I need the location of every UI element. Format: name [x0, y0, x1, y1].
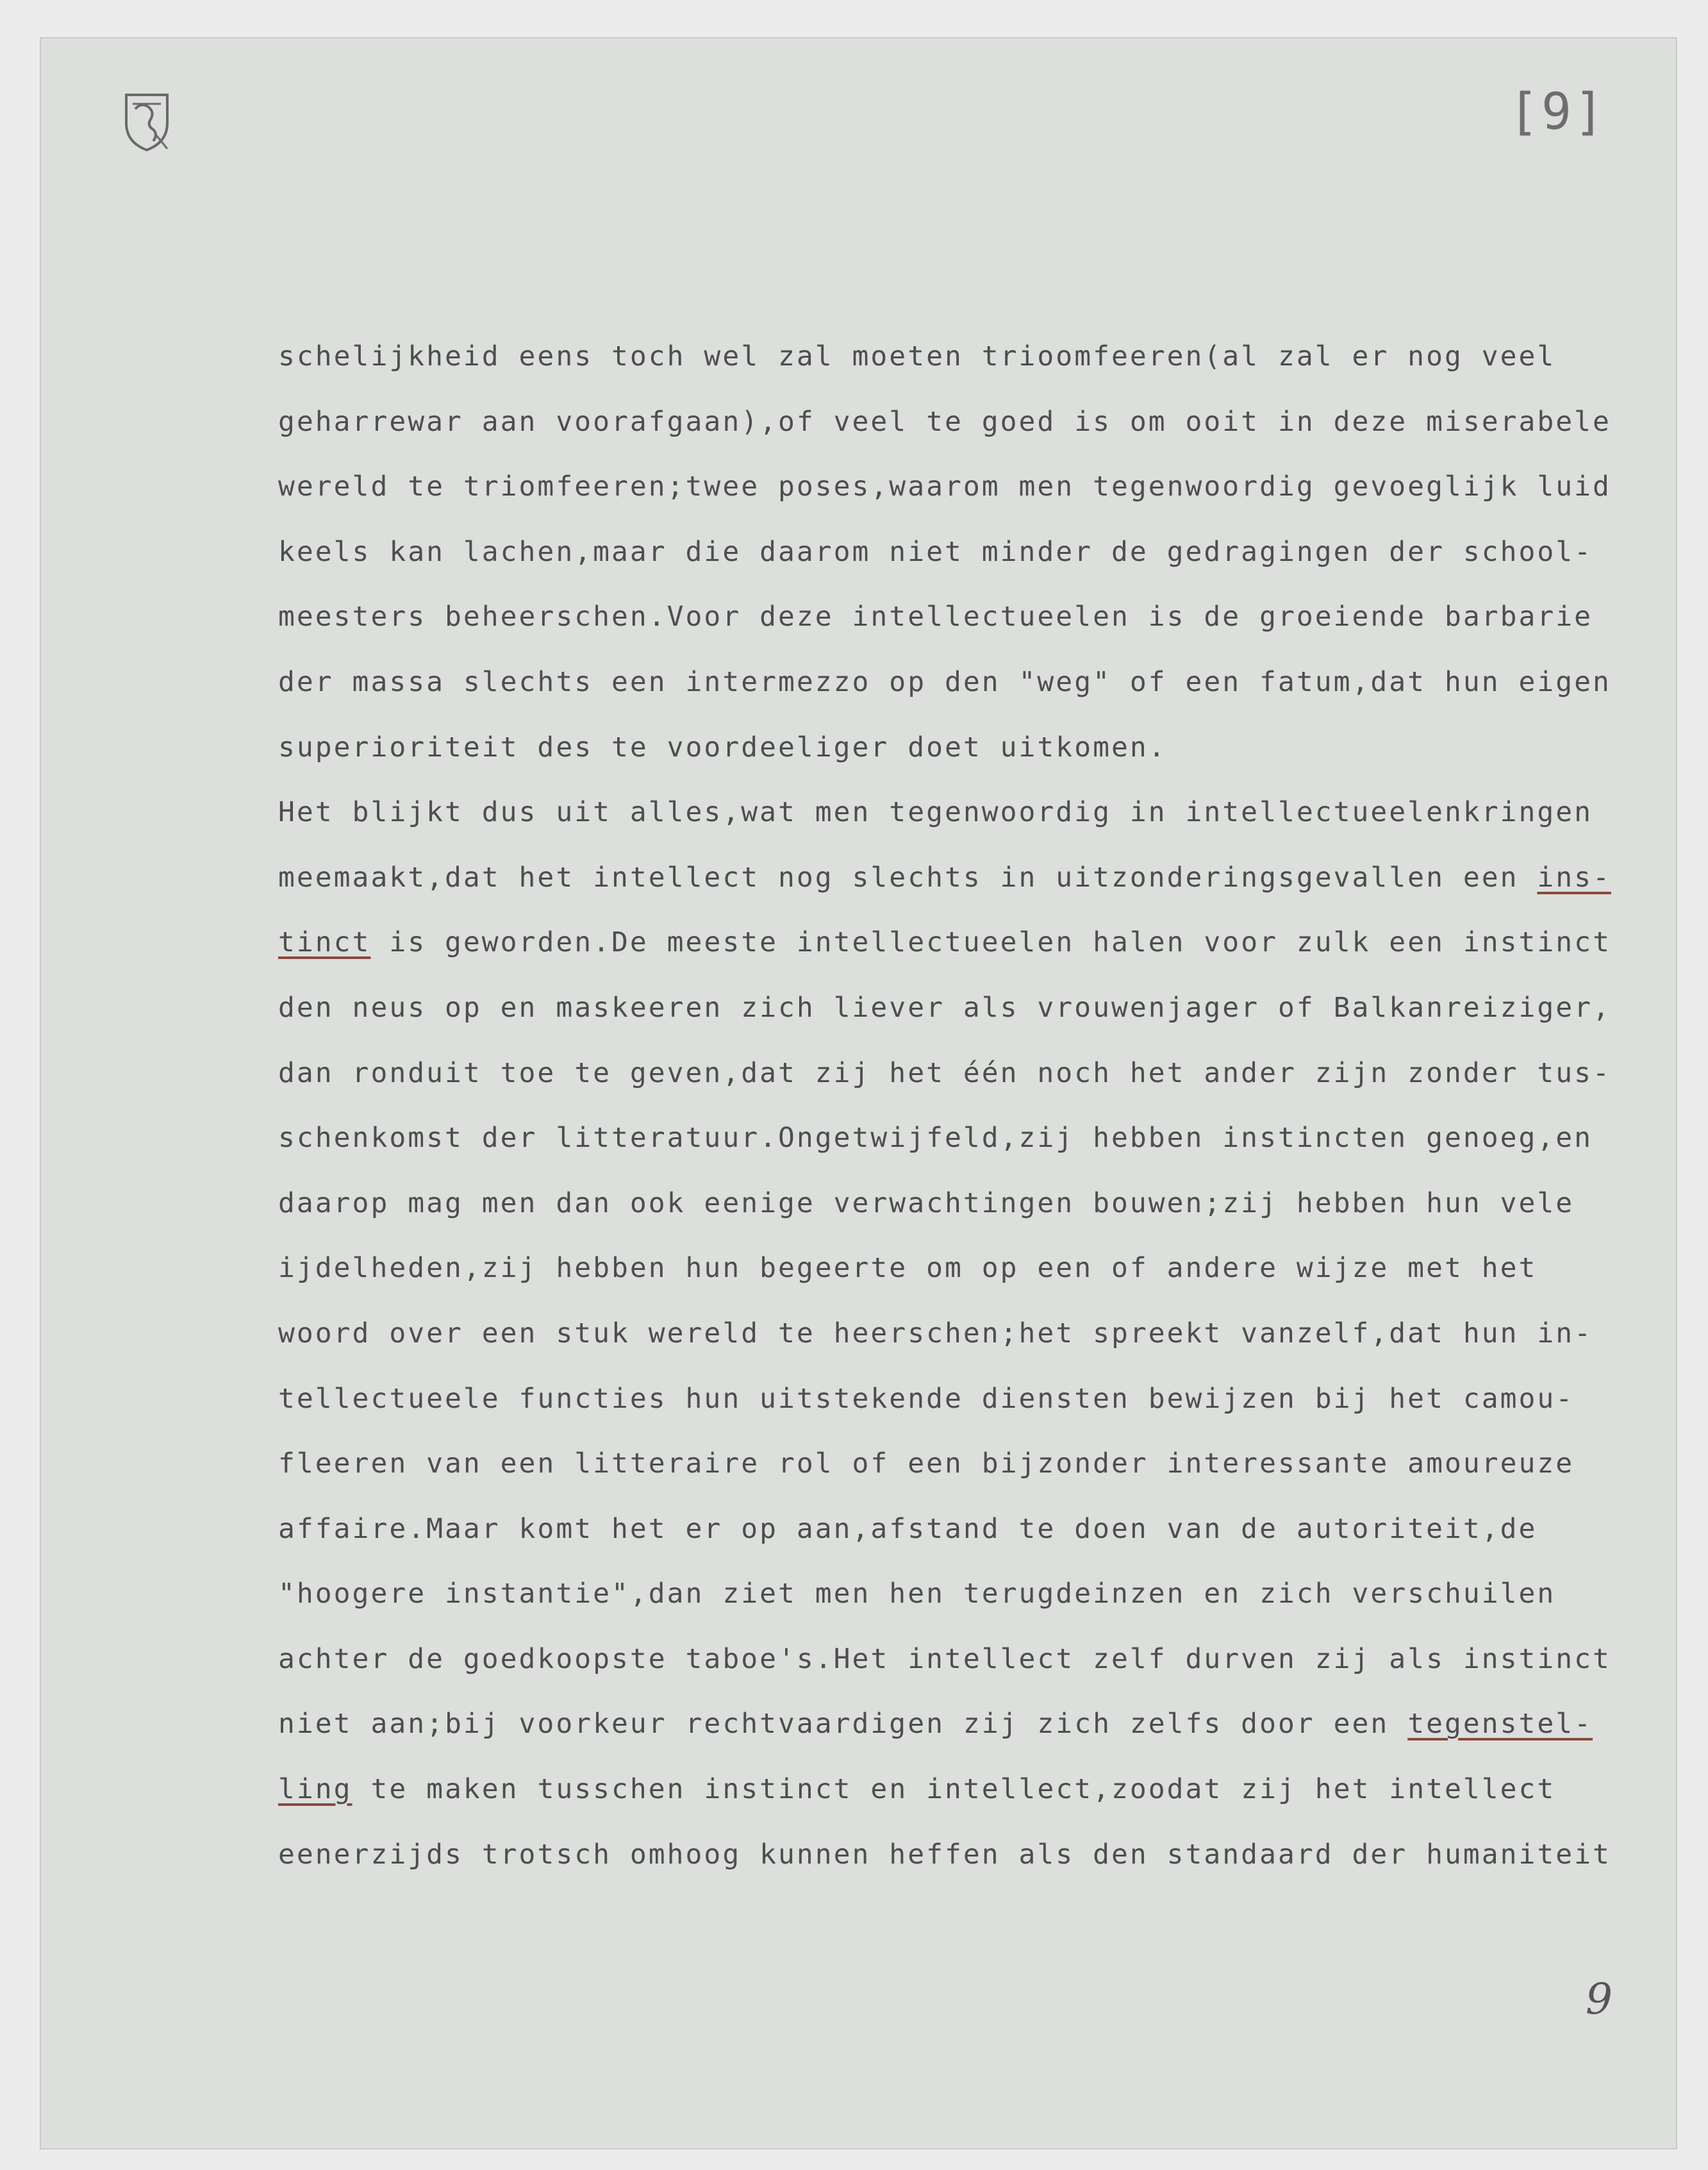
text-segment: affaire.Maar komt het er op aan,afstand te doen van de autoriteit,de — [278, 1512, 1538, 1545]
text-segment: den neus op en maskeeren zich liever als vrouwenjager of Balkanreiziger, — [278, 991, 1611, 1024]
text-segment: tellectueele functies hun uitstekende diensten bewijzen bij het camou- — [278, 1382, 1575, 1415]
text-segment: keels kan lachen,maar die daarom niet minder de gedragingen der school- — [278, 535, 1593, 568]
text-segment: is geworden.De meeste intellectueelen halen voor zulk een instinct — [370, 926, 1611, 959]
text-segment: fleeren van een litteraire rol of een bijzonder interessante amoureuze — [278, 1448, 1575, 1480]
text-line — [278, 650, 1682, 715]
underlined-word: tinct — [278, 926, 371, 959]
text-line — [278, 1757, 1682, 1823]
text-segment: te maken tusschen instinct en intellect,zoodat zij het intellect — [352, 1773, 1556, 1806]
text-segment: der massa slechts een intermezzo op den "weg" of een fatum,dat hun eigen — [278, 665, 1611, 698]
text-line — [278, 1171, 1682, 1237]
underlined-word: ling — [278, 1773, 352, 1806]
text-segment: wereld te triomfeeren;twee poses,waarom men tegenwoordig gevoeglijk luid — [278, 471, 1611, 503]
document-page — [40, 37, 1677, 2149]
text-line — [278, 1497, 1682, 1562]
text-segment: ijdelheden,zij hebben hun begeerte om op een of andere wijze met het — [278, 1252, 1538, 1285]
text-line — [278, 324, 1682, 390]
underlined-word: tegenstel- — [1407, 1708, 1593, 1740]
text-segment: "hoogere instantie",dan ziet men hen terugdeinzen en zich verschuilen — [278, 1578, 1556, 1610]
text-segment: schenkomst der litteratuur.Ongetwijfeld,zij hebben instincten genoeg,en — [278, 1122, 1593, 1155]
handwritten-page-number: 9 — [1586, 1974, 1613, 2024]
text-line — [278, 910, 1682, 976]
text-segment: schelijkheid eens toch wel zal moeten trioomfeeren(al zal er nog veel — [278, 340, 1556, 372]
text-line — [278, 715, 1682, 781]
text-line — [278, 1627, 1682, 1692]
text-line — [278, 780, 1682, 846]
text-line — [278, 1562, 1682, 1627]
text-line — [278, 1041, 1682, 1106]
text-segment: meemaakt,dat het intellect nog slechts in uitzonderingsgevallen een — [278, 861, 1538, 894]
text-line — [278, 976, 1682, 1041]
text-line — [278, 1236, 1682, 1301]
text-line — [278, 520, 1682, 585]
underlined-word: ins- — [1537, 861, 1611, 894]
text-segment: meesters beheerschen.Voor deze intellectueelen is de groeiende barbarie — [278, 601, 1593, 633]
text-line — [278, 1431, 1682, 1497]
text-line — [278, 846, 1682, 911]
text-segment: woord over een stuk wereld te heerschen;het spreekt vanzelf,dat hun in- — [278, 1317, 1593, 1349]
text-line — [278, 1692, 1682, 1757]
text-segment: geharrewar aan voorafgaan),of veel te goed is om ooit in deze miserabele — [278, 405, 1611, 438]
text-line — [278, 1823, 1682, 1888]
text-segment: superioriteit des te voordeeliger doet uitkomen. — [278, 731, 1167, 764]
text-segment: daarop mag men dan ook eenige verwachtingen bouwen;zij hebben hun vele — [278, 1187, 1575, 1219]
text-line — [278, 1301, 1682, 1367]
text-segment: achter de goedkoopste taboe's.Het intellect zelf durven zij als instinct — [278, 1642, 1611, 1675]
text-segment: Het blijkt dus uit alles,wat men tegenwoordig in intellectueelenkringen — [278, 796, 1593, 829]
text-line — [278, 1367, 1682, 1432]
page-number: [9] — [1509, 83, 1607, 141]
text-line — [278, 1106, 1682, 1171]
text-line — [278, 455, 1682, 520]
body-text — [278, 324, 1682, 1887]
text-line — [278, 585, 1682, 650]
text-segment: eenerzijds trotsch omhoog kunnen heffen als den standaard der humaniteit — [278, 1838, 1611, 1871]
text-segment: dan ronduit toe te geven,dat zij het één noch het ander zijn zonder tus- — [278, 1056, 1611, 1089]
text-line — [278, 390, 1682, 455]
crest-stamp-icon — [121, 90, 172, 154]
text-segment: niet aan;bij voorkeur rechtvaardigen zij zich zelfs door een — [278, 1708, 1408, 1740]
